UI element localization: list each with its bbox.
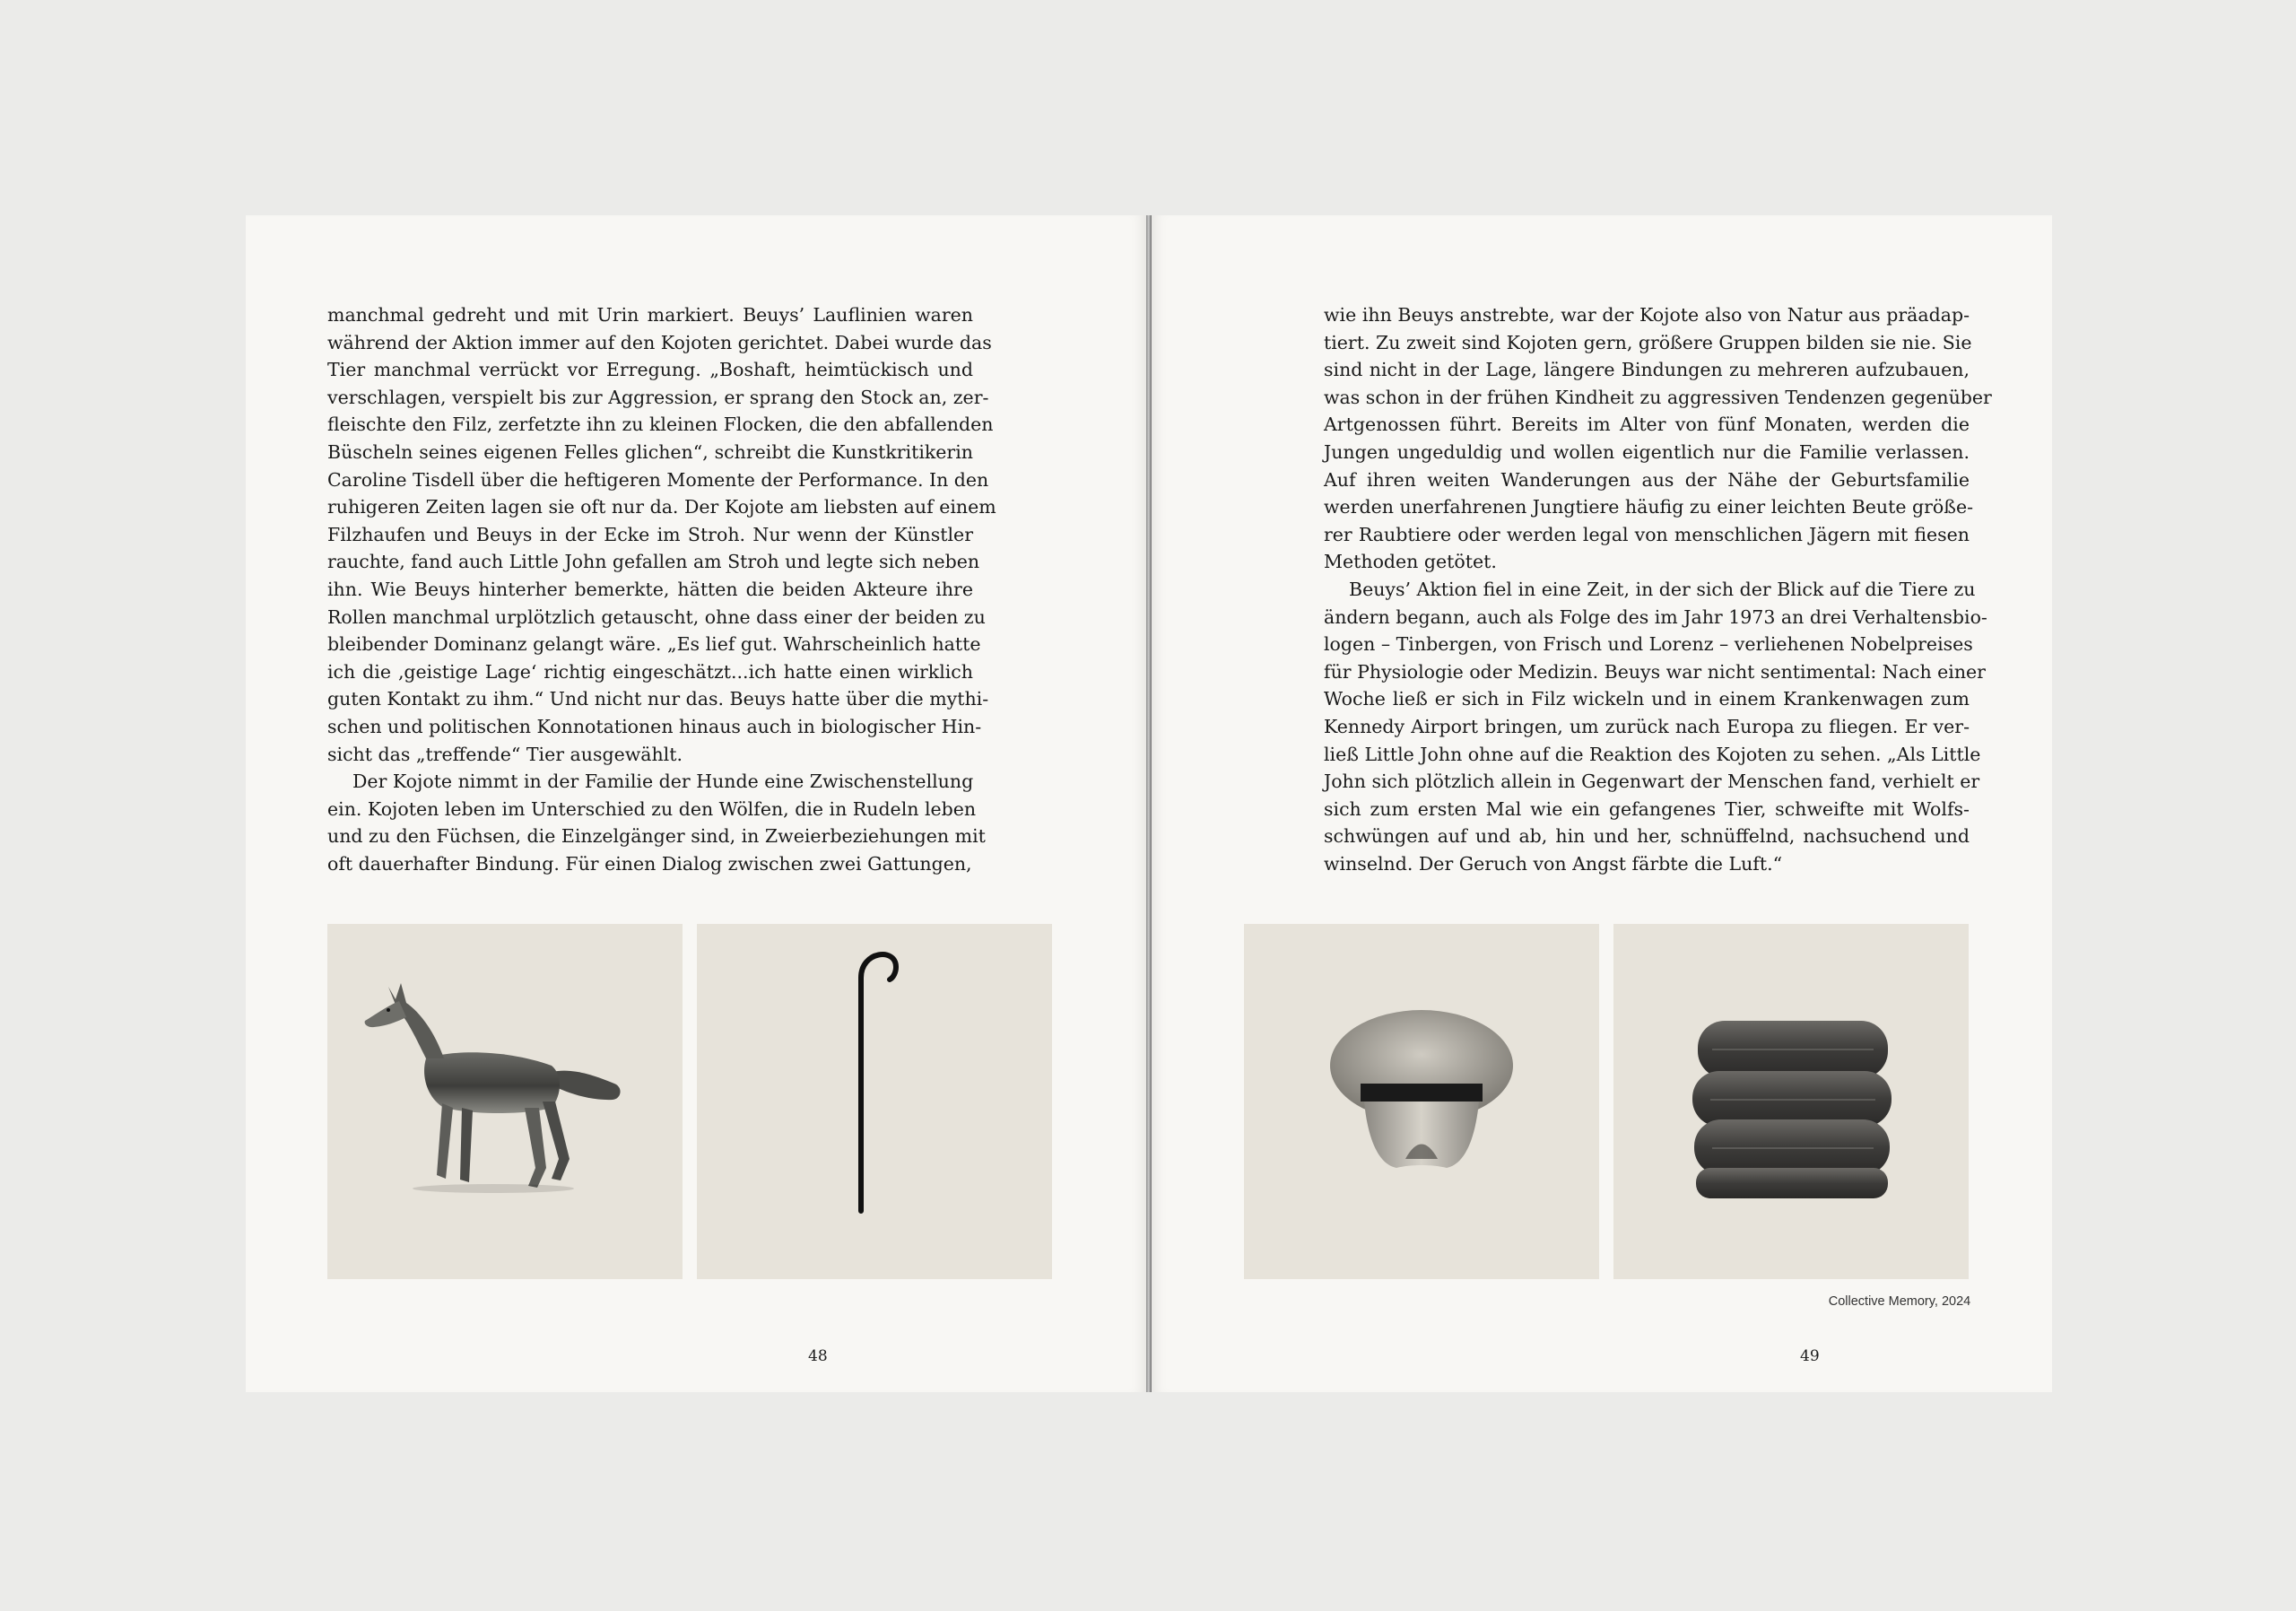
- text-line: Jungen ungeduldig und wollen eigentlich nur die Familie verlassen.: [1324, 440, 1970, 463]
- text-line: für Physiologie oder Medizin. Beuys war nicht sentimental: Nach einer: [1324, 660, 1986, 683]
- text-line: ein. Kojoten leben im Unterschied zu den Wölfen, die in Rudeln leben: [327, 797, 977, 820]
- text-line: ruhigeren Zeiten lagen sie oft nur da. Der Kojote am liebsten auf einem: [327, 496, 996, 518]
- page-number-right: 49: [1800, 1347, 1820, 1365]
- text-line: verschlagen, verspielt bis zur Aggression, er sprang den Stock an, zer-: [327, 386, 989, 408]
- left-page: [246, 215, 1146, 1392]
- page-number-left: 48: [808, 1347, 828, 1365]
- text-line: sind nicht in der Lage, längere Bindungen zu mehreren aufzubauen,: [1324, 359, 1970, 381]
- text-line: Kennedy Airport bringen, um zurück nach Europa zu fliegen. Er ver-: [1324, 715, 1970, 737]
- left-body-text: [327, 301, 996, 877]
- text-line: Büscheln seines eigenen Felles glichen“, schreibt die Kunstkritikerin: [327, 440, 973, 463]
- text-line: schwüngen auf und ab, hin und her, schnüffelnd, nachsuchend und: [1324, 825, 1970, 848]
- felt-image: [1613, 924, 1969, 1279]
- text-line: manchmal gedreht und mit Urin markiert. Beuys’ Lauflinien waren: [327, 304, 973, 326]
- folded-felt-blankets-icon: [1613, 924, 1969, 1279]
- text-line: guten Kontakt zu ihm.“ Und nicht nur das. Beuys hatte über die mythi-: [327, 688, 989, 710]
- right-page: [1152, 215, 2052, 1392]
- text-line: fleischte den Filz, zerfetzte ihn zu kleinen Flocken, die den abfallenden: [327, 414, 994, 436]
- text-line: rer Raubtiere oder werden legal von menschlichen Jägern mit fiesen: [1324, 523, 1970, 545]
- text-line: Rollen manchmal urplötzlich getauscht, ohne dass einer der beiden zu: [327, 605, 986, 628]
- text-line: tiert. Zu zweit sind Kojoten gern, größere Gruppen bilden sie nie. Sie: [1324, 331, 1972, 353]
- text-line: Beuys’ Aktion fiel in eine Zeit, in der sich der Blick auf die Tiere zu: [1349, 578, 1976, 600]
- text-line: bleibender Dominanz gelangt wäre. „Es lief gut. Wahrscheinlich hatte: [327, 633, 981, 656]
- text-line: ändern begann, auch als Folge des im Jahr 1973 an drei Verhaltensbio-: [1324, 605, 1987, 628]
- text-line: werden unerfahrenen Jungtiere häufig zu einer leichten Beute größe-: [1324, 496, 1974, 518]
- text-line: Woche ließ er sich in Filz wickeln und in einem Krankenwagen zum: [1324, 688, 1970, 710]
- coyote-image: [327, 924, 683, 1279]
- text-line: rauchte, fand auch Little John gefallen am Stroh und legte sich neben: [327, 551, 980, 573]
- text-line: sich zum ersten Mal wie ein gefangenes Tier, schweifte mit Wolfs-: [1324, 797, 1970, 820]
- text-line: oft dauerhafter Bindung. Für einen Dialog zwischen zwei Gattungen,: [327, 852, 972, 875]
- text-line: John sich plötzlich allein in Gegenwart der Menschen fand, verhielt er: [1324, 771, 1980, 793]
- text-line: ihn. Wie Beuys hinterher bemerkte, hätten die beiden Akteure ihre: [327, 578, 973, 600]
- text-line: und zu den Füchsen, die Einzelgänger sind, in Zweierbeziehungen mit: [327, 825, 986, 848]
- text-line: ließ Little John ohne auf die Reaktion des Kojoten zu sehen. „Als Little: [1324, 743, 1981, 765]
- text-line: logen – Tinbergen, von Frisch und Lorenz – verliehenen Nobelpreises: [1324, 633, 1973, 656]
- text-line: Tier manchmal verrückt vor Erregung. „Boshaft, heimtückisch und: [327, 359, 973, 381]
- text-line: Der Kojote nimmt in der Familie der Hunde eine Zwischenstellung: [352, 771, 974, 793]
- right-body-text: [1324, 301, 1992, 877]
- image-caption: Collective Memory, 2024: [1828, 1294, 1971, 1309]
- text-line: Auf ihren weiten Wanderungen aus der Nähe der Geburtsfamilie: [1324, 468, 1970, 491]
- text-line: Artgenossen führt. Bereits im Alter von fünf Monaten, werden die: [1324, 414, 1970, 436]
- text-line: während der Aktion immer auf den Kojoten gerichtet. Dabei wurde das: [327, 331, 992, 353]
- text-line: winselnd. Der Geruch von Angst färbte die Luft.“: [1324, 852, 1783, 875]
- text-line: ich die ‚geistige Lage‘ richtig eingeschätzt...ich hatte einen wirklich: [327, 660, 973, 683]
- text-line: was schon in der frühen Kindheit zu aggressiven Tendenzen gegenüber: [1324, 386, 1992, 408]
- text-line: Filzhaufen und Beuys in der Ecke im Stroh. Nur wenn der Künstler: [327, 523, 973, 545]
- text-line: schen und politischen Konnotationen hinaus auch in biologischer Hin-: [327, 715, 982, 737]
- walking-cane-icon: [697, 924, 1052, 1279]
- text-line: Methoden getötet.: [1324, 551, 1497, 573]
- felt-hat-icon: [1244, 924, 1599, 1279]
- coyote-icon: [327, 924, 683, 1279]
- hat-image: [1244, 924, 1599, 1279]
- text-line: Caroline Tisdell über die heftigeren Momente der Performance. In den: [327, 468, 989, 491]
- text-line: wie ihn Beuys anstrebte, war der Kojote also von Natur aus präadap-: [1324, 304, 1970, 326]
- text-line: sicht das „treffende“ Tier ausgewählt.: [327, 743, 683, 765]
- cane-image: [697, 924, 1052, 1279]
